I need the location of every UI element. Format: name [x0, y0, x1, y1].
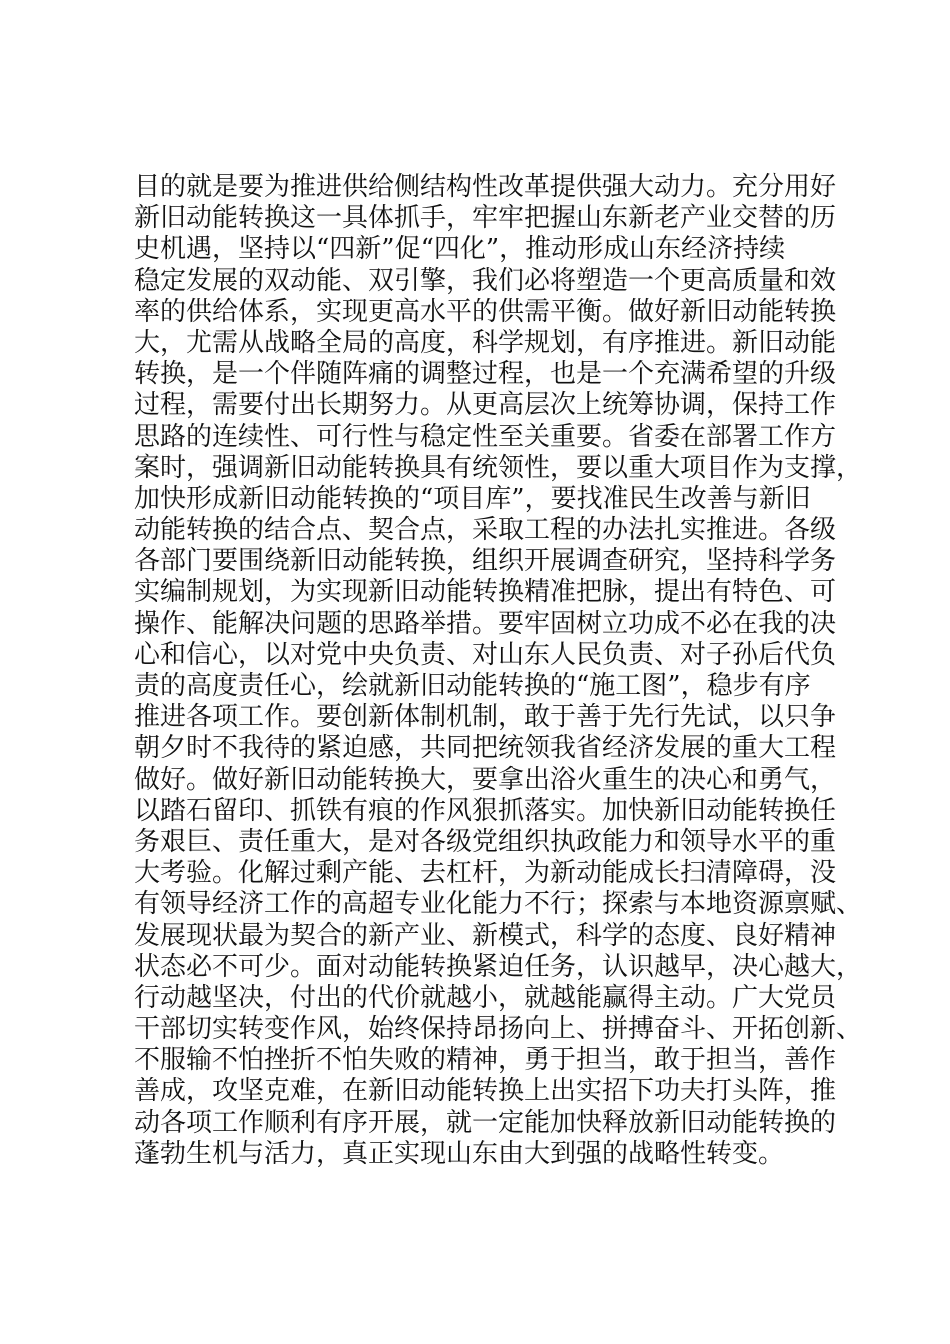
text-line: 大，尤需从战略全局的高度，科学规划，有序推进。新旧动能 [134, 327, 837, 358]
text-line: 率的供给体系，实现更高水平的供需平衡。做好新旧动能转换 [134, 296, 837, 327]
text-line: 史机遇，坚持以“四新”促“四化”，推动形成山东经济持续 [134, 234, 786, 265]
text-line: 有领导经济工作的高超专业化能力不行；探索与本地资源禀赋、 [134, 889, 863, 920]
text-line: 实编制规划，为实现新旧动能转换精准把脉，提出有特色、可 [134, 577, 837, 608]
text-line: 以踏石留印、抓铁有痕的作风狠抓落实。加快新旧动能转换任 [134, 795, 837, 826]
text-line: 案时，强调新旧动能转换具有统领性，要以重大项目作为支撑， [134, 452, 863, 483]
text-line: 干部切实转变作风，始终保持昂扬向上、拼搏奋斗、开拓创新、 [134, 1014, 863, 1045]
text-line: 各部门要围绕新旧动能转换，组织开展调查研究，坚持科学务 [134, 546, 837, 577]
text-line: 动各项工作顺利有序开展，就一定能加快释放新旧动能转换的 [134, 1107, 837, 1138]
text-line: 新旧动能转换这一具体抓手，牢牢把握山东新老产业交替的历 [134, 203, 837, 234]
text-line: 操作、能解决问题的思路举措。要牢固树立功成不必在我的决 [134, 608, 837, 639]
text-line: 善成，攻坚克难，在新旧动能转换上出实招下功夫打头阵，推 [134, 1076, 837, 1107]
text-line: 行动越坚决，付出的代价就越小，就越能赢得主动。广大党员 [134, 982, 837, 1013]
text-line: 推进各项工作。要创新体制机制，敢于善于先行先试，以只争 [134, 702, 837, 733]
text-line: 动能转换的结合点、契合点，采取工程的办法扎实推进。各级 [134, 515, 837, 546]
text-line: 加快形成新旧动能转换的“项目库”，要找准民生改善与新旧 [134, 483, 811, 514]
text-line: 蓬勃生机与活力，真正实现山东由大到强的战略性转变。 [134, 1138, 785, 1169]
text-line: 心和信心，以对党中央负责、对山东人民负责、对子孙后代负 [134, 639, 837, 670]
text-line: 稳定发展的双动能、双引擎，我们必将塑造一个更高质量和效 [134, 265, 837, 296]
text-line: 责的高度责任心，绘就新旧动能转换的“施工图”，稳步有序 [134, 671, 811, 701]
text-line: 目的就是要为推进供给侧结构性改革提供强大动力。充分用好 [134, 172, 837, 202]
text-line: 朝夕时不我待的紧迫感，共同把统领我省经济发展的重大工程 [134, 733, 837, 764]
text-line: 务艰巨、责任重大，是对各级党组织执政能力和领导水平的重 [134, 826, 837, 857]
text-line: 过程，需要付出长期努力。从更高层次上统筹协调，保持工作 [134, 390, 837, 421]
text-line: 状态必不可少。面对动能转换紧迫任务，认识越早，决心越大， [134, 951, 863, 982]
text-line: 发展现状最为契合的新产业、新模式，科学的态度、良好精神 [134, 920, 837, 951]
text-line: 大考验。化解过剩产能、去杠杆，为新动能成长扫清障碍，没 [134, 858, 837, 889]
text-line: 思路的连续性、可行性与稳定性至关重要。省委在部署工作方 [134, 421, 837, 452]
text-line: 不服输不怕挫折不怕失败的精神，勇于担当，敢于担当，善作 [134, 1045, 837, 1076]
body-paragraph [134, 172, 863, 1170]
text-line: 做好。做好新旧动能转换大，要拿出浴火重生的决心和勇气， [134, 764, 837, 795]
text-line: 转换，是一个伴随阵痛的调整过程，也是一个充满希望的升级 [134, 359, 837, 390]
